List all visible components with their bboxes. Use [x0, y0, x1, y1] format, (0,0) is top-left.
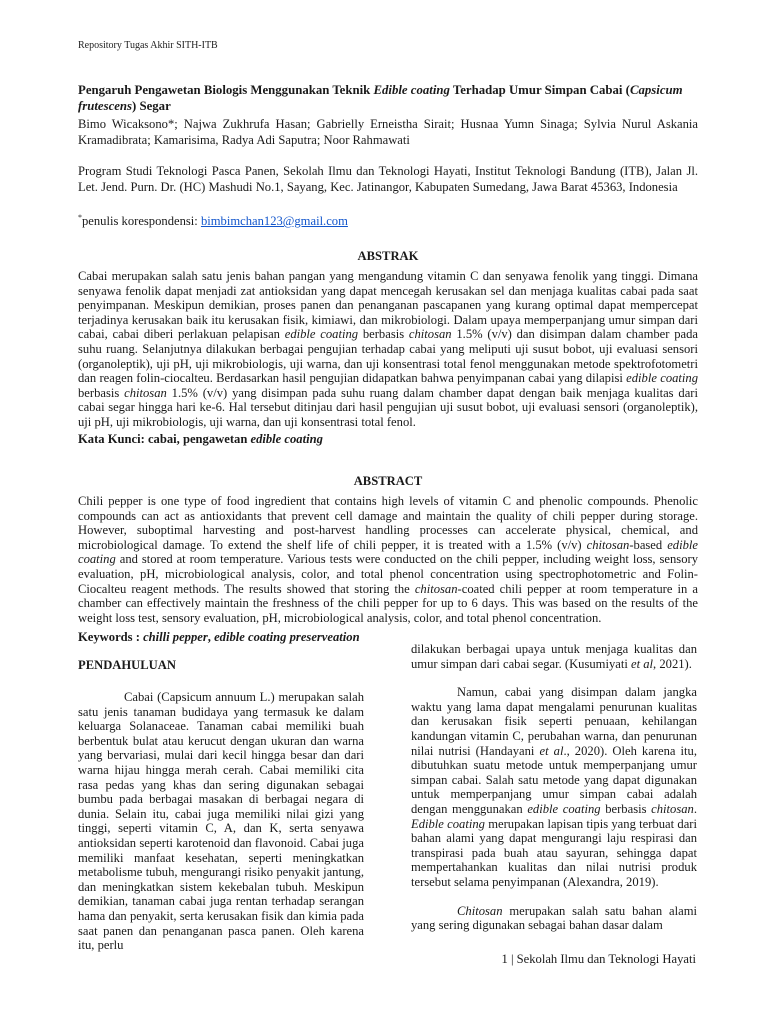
right-column	[411, 642, 697, 933]
correspondence: *penulis korespondensi: bimbimchan123@gmail.com	[78, 213, 348, 229]
kata-kunci: Kata Kunci: cabai, pengawetan edible coating	[78, 432, 323, 446]
page-footer: 1 | Sekolah Ilmu dan Teknologi Hayati	[501, 952, 696, 966]
keywords: Keywords : chilli pepper, edible coating preserveation	[78, 630, 360, 644]
affiliation: Program Studi Teknologi Pasca Panen, Sekolah Ilmu dan Teknologi Hayati, Institut Teknologi Bandung (ITB), Jalan Jl. Let. Jend. Purn. Dr. (HC) Mashudi No.1, Sayang, Kec. Jatinangor, Kabupaten Sumedang, Jawa Barat 45363, Indonesia	[78, 164, 698, 194]
email-link[interactable]: bimbimchan123@gmail.com	[200, 214, 348, 229]
pendahuluan-paragraph-1-cont: dilakukan berbagai upaya untuk menjaga kualitas dan umur simpan dari cabai segar. (Kusumiyati et al, 2021).	[411, 642, 697, 671]
left-column	[78, 690, 364, 953]
abstrak-text: Cabai merupakan salah satu jenis bahan pangan yang mengandung vitamin C dan senyawa fenolik yang tinggi. Dimana senyawa fenolik dapat menjadi zat antioksidan yang dapat mencegah kerusakan sel dan menjaga kualitas cabai pada saat penyimpanan. Meskipun demikian, proses panen dan penanganan pascapanen yang kurang optimal dapat mempercepat terjadinya kerusakan baik itu kerusakan fisik, kimiawi, dan mikrobiologi. Dalam upaya memperpanjang umur simpan dari cabai, cabai diberi perlakuan pelapisan edible coating berbasis chitosan 1.5% (v/v) dan disimpan dalam chamber pada suhu ruang. Selanjutnya dilakukan berbagai pengujian terhadap cabai yang meliputi uji susut bobot, uji evaluasi sensori (organoleptik), uji pH, uji mikrobiologis, uji warna, dan uji konsentrasi total fenol menggunakan metode spektrofotometri dan reagen folin-ciocalteu. Berdasarkan hasil pengujian didapatkan bahwa penyimpanan cabai yang dilapisi edible coating berbasis chitosan 1.5% (v/v) yang disimpan pada suhu ruang dalam chamber dapat dengan baik menjaga kualitas dari cabai segar hingga hari ke-6. Hal tersebut ditinjau dari hasil pengujian uji susut bobot, uji evaluasi sensori (organoleptik), uji pH, uji mikrobiologis, uji warna, dan uji konsentrasi total fenol.	[78, 269, 699, 429]
pendahuluan-heading: PENDAHULUAN	[78, 658, 176, 672]
repository-header: Repository Tugas Akhir SITH-ITB	[78, 40, 218, 51]
abstract-text: Chili pepper is one type of food ingredient that contains high levels of vitamin C and phenolic compounds. Phenolic compounds can act as antioxidants that prevent cell damage and maintain the quality of chili pepper during storage. However, suboptimal harvesting and post-harvest handling processes can accelerate physical, chemical, and microbiological damage. To extend the shelf life of chili pepper, it is treated with a 1.5% (v/v) chitosan-based edible coating and stored at room temperature. Various tests were conducted on the chili pepper, including weight loss, sensory evaluation, pH, microbiological analysis, color, and total phenol concentration using spectrophotometric and Folin-Ciocalteu reagent methods. The results showed that storing the chitosan-coated chili pepper at room temperature in a chamber can effectively maintain the freshness of the chili pepper for up to 6 days. This was based on the results of the weight loss test, sensory evaluation, pH, microbiological analysis, color, and total phenol concentration.	[78, 494, 698, 625]
pendahuluan-paragraph-3: Chitosan merupakan salah satu bahan alami yang sering digunakan sebagai bahan dasar dalam	[411, 903, 697, 933]
paper-title: Pengaruh Pengawetan Biologis Menggunakan Teknik Edible coating Terhadap Umur Simpan Cabai (Capsicum frutescens) Segar	[78, 83, 683, 113]
abstrak-heading: ABSTRAK	[357, 249, 419, 263]
abstract-heading: ABSTRACT	[353, 474, 423, 488]
author-list: Bimo Wicaksono*; Najwa Zukhrufa Hasan; Gabrielly Erneistha Sirait; Husnaa Yumn Sinaga; Sylvia Nurul Askania Kramadibrata; Kamarisima, Radya Adi Saputra; Noor Rahmawati	[78, 117, 698, 147]
pendahuluan-paragraph-2: Namun, cabai yang disimpan dalam jangka waktu yang lama dapat mengalami penurunan kualitas dan kerusakan fisik seperti penuaan, kehilangan kandungan vitamin C, perubahan warna, dan penurunan nilai nutrisi (Handayani et al., 2020). Oleh karena itu, dibutuhkan suatu metode untuk memperpanjang umur simpan cabai. Salah satu metode yang dapat digunakan untuk memperpanjang umur simpan cabai adalah dengan menggunakan edible coating berbasis chitosan. Edible coating merupakan lapisan tipis yang terbuat dari bahan alami yang dapat mengurangi laju respirasi dan transpirasi pada buah atau sayuran, sehingga dapat mempertahankan kualitas dan nilai nutrisi produk tersebut selama penyimpanan (Alexandra, 2019).	[411, 685, 697, 889]
pendahuluan-paragraph-1: Cabai (Capsicum annuum L.) merupakan salah satu jenis tanaman budidaya yang termasuk ke dalam keluarga Solanaceae. Tanaman cabai memiliki buah berbentuk bulat atau kerucut dengan ukuran dan warna yang bervariasi, mulai dari kecil hingga besar dan dari warna hijau hingga merah cerah. Cabai memiliki cita rasa pedas yang khas dan sering digunakan sebagai bumbu pada berbagai masakan di berbagai negara di dunia. Selain itu, cabai juga memiliki nilai gizi yang tinggi, seperti vitamin C, A, dan K, serta senyawa antioksidan seperti karotenoid dan flavonoid. Cabai juga memiliki manfaat kesehatan, seperti meningkatkan metabolisme tubuh, mengurangi risiko penyakit jantung, dan meningkatkan sistem kekebalan tubuh. Meskipun demikian, tanaman cabai juga rentan terhadap serangan hama dan penyakit, serta kerusakan fisik dan kimia pada saat panen dan penanganan pasca panen. Oleh karena itu, perlu	[78, 690, 364, 953]
